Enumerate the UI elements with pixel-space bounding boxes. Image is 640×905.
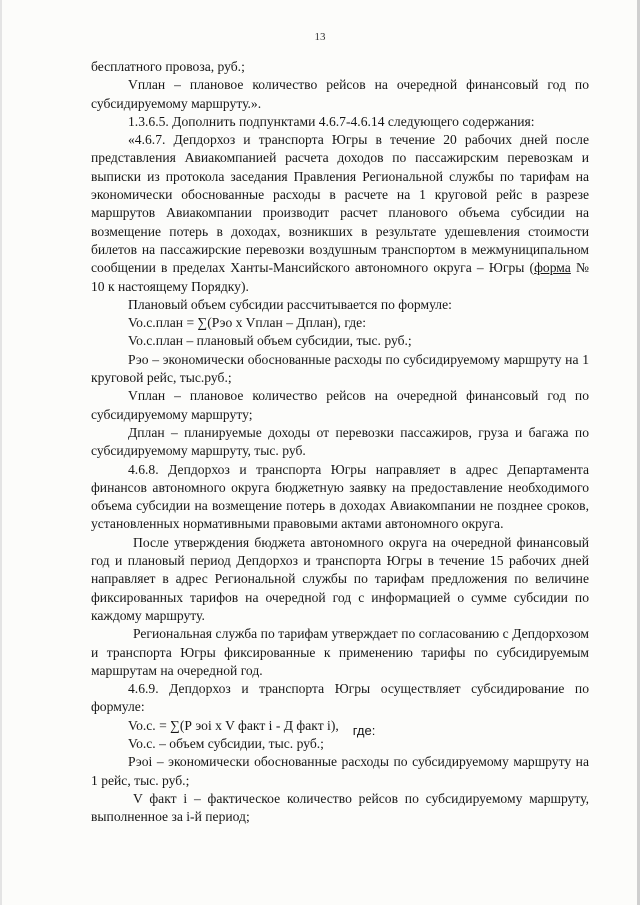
document-body [91, 58, 589, 826]
formula-planned: Vo.с.план = ∑(Рэо x Vплан – Дплан), где: [128, 315, 366, 331]
paragraph-8: Рэо – экономически обоснованные расходы по субсидируемому маршруту на 1 круговой рейс, тыс.руб.; [91, 351, 589, 386]
scan-edge-left [0, 0, 2, 905]
paragraph-14: 4.6.9. Депдорхоз и транспорта Югры осуществляет субсидирование по формуле: [91, 681, 589, 715]
paragraph-13: Региональная служба по тарифам утверждает по согласованию с Депдорхозом и транспорта Югры фиксированные к применению тарифы по субсидируемым маршрутам на очередной год. [91, 626, 589, 678]
paragraph-11: 4.6.8. Депдорхоз и транспорта Югры направляет в адрес Департамента финансов автономного округа бюджетную заявку на предоставление необходимого объема субсидии на возмещение потерь в доходах Авиакомпании не позднее сроков, установленных нормативными правовыми актами автономного округа. [91, 461, 589, 532]
page-number: 13 [314, 31, 326, 43]
paragraph-16: Vo.с. – объем субсидии, тыс. руб.; [128, 735, 324, 751]
paragraph-7: Vo.с.план – плановый объем субсидии, тыс. руб.; [128, 333, 412, 349]
paragraph-4-text-b: № 10 к настоящему Порядку). [91, 260, 589, 294]
paragraph-4-text-a: «4.6.7. Депдорхоз и транспорта Югры в течение 20 рабочих дней после представления Авиакомпанией расчета доходов по пассажирским перевозкам и выписки из протокола заседания Правления Региональной службы по тарифам на экономически обоснованные расходы в расчете на 1 круговой рейс в разрезе маршрутов Авиакомпании производит расчет планового объема субсидии на возмещение потерь в доходах, возникших в результате удешевления стоимости билетов на пассажирские перевозки воздушным транспортом в межмуниципальном сообщении в пределах Ханты-Мансийского автономного округа – Югры ( [91, 132, 589, 276]
paragraph-12: После утверждения бюджета автономного округа на очередной финансовый год и плановый период Депдорхоз и транспорта Югры в течение 15 рабочих дней направляет в адрес Региональной службы по тарифам предложения по величине фиксированных тарифов на очередной год с информацией о сумме субсидии по каждому маршруту. [91, 534, 589, 623]
paragraph-17: Рэоi – экономически обоснованные расходы по субсидируемому маршруту на 1 рейс, тыс. руб.; [91, 754, 589, 788]
formula-actual-where: где: [352, 722, 376, 738]
formula-actual [91, 717, 589, 738]
paragraph-1: бесплатного провоза, руб.; [91, 59, 245, 74]
paragraph-18: V факт i – фактическое количество рейсов по субсидируемому маршруту, выполненное за i-й период; [91, 790, 589, 825]
paragraph-4 [91, 131, 589, 296]
formula-actual-expression: Vo.с. = ∑(Р эоi x V факт i - Д факт i), [128, 717, 339, 733]
paragraph-10: Дплан – планируемые доходы от перевозки пассажиров, груза и багажа по субсидируемому маршруту, тыс. руб. [91, 424, 589, 459]
form-10-link[interactable]: форма [534, 260, 571, 276]
paragraph-3: 1.3.6.5. Дополнить подпунктами 4.6.7-4.6.14 следующего содержания: [128, 113, 535, 129]
paragraph-5: Плановый объем субсидии рассчитывается по формуле: [128, 296, 452, 312]
paragraph-9: Vплан – плановое количество рейсов на очередной финансовый год по субсидируемому маршруту; [91, 388, 589, 422]
paragraph-2: Vплан – плановое количество рейсов на очередной финансовый год по субсидируемому маршруту.». [91, 77, 589, 111]
